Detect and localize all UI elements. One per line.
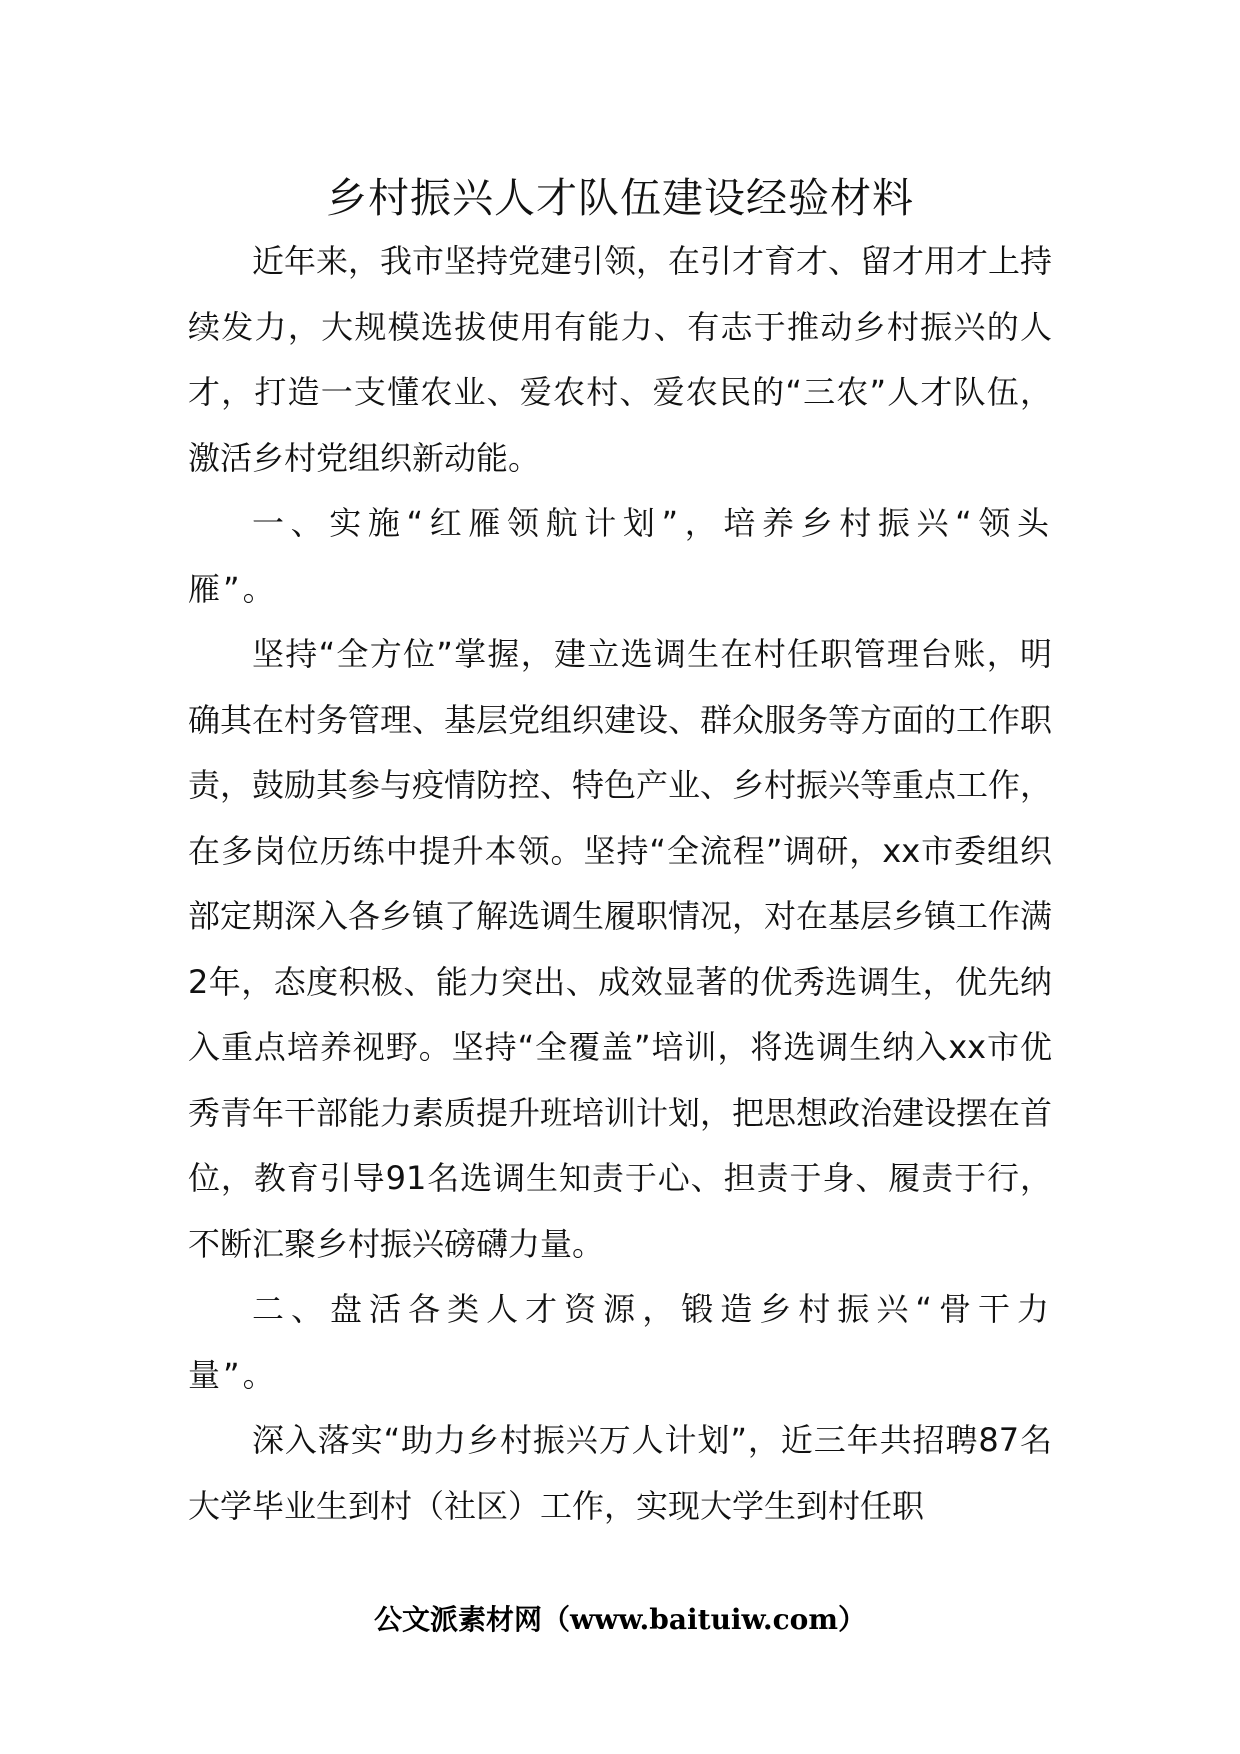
document-title: 乡村振兴人才队伍建设经验材料 [326,174,914,222]
section-heading-2: 二、盘活各类人才资源，锻造乡村振兴“骨干力量”。 [188,1290,1052,1394]
intro-paragraph: 近年来，我市坚持党建引领，在引才育才、留才用才上持续发力，大规模选拔使用有能力、有志于推动乡村振兴的人才，打造一支懂农业、爱农村、爱农民的“三农”人才队伍，激活乡村党组织新动能。 [188,242,1053,477]
footer-watermark: 公文派素材网（www.baituiw.com） [374,1603,866,1636]
section-1-paragraph: 坚持“全方位”掌握，建立选调生在村任职管理台账，明确其在村务管理、基层党组织建设、群众服务等方面的工作职责，鼓励其参与疫情防控、特色产业、乡村振兴等重点工作，在多岗位历练中提升本领。坚持“全流程”调研，xx市委组织部定期深入各乡镇了解选调生履职情况，对在基层乡镇工作满2年，态度积极、能力突出、成效显著的优秀选调生，优先纳入重点培养视野。坚持“全覆盖”培训，将选调生纳入xx市优秀青年干部能力素质提升班培训计划，把思想政治建设摆在首位，教育引导91名选调生知责于心、担责于身、履责于行，不断汇聚乡村振兴磅礴力量。 [188,635,1053,1263]
document-body [188,229,1052,1539]
section-2-paragraph: 深入落实“助力乡村振兴万人计划”，近三年共招聘87名大学毕业生到村（社区）工作，实现大学生到村任职 [188,1421,1052,1525]
section-heading-1: 一、实施“红雁领航计划”，培养乡村振兴“领头雁”。 [188,504,1052,608]
